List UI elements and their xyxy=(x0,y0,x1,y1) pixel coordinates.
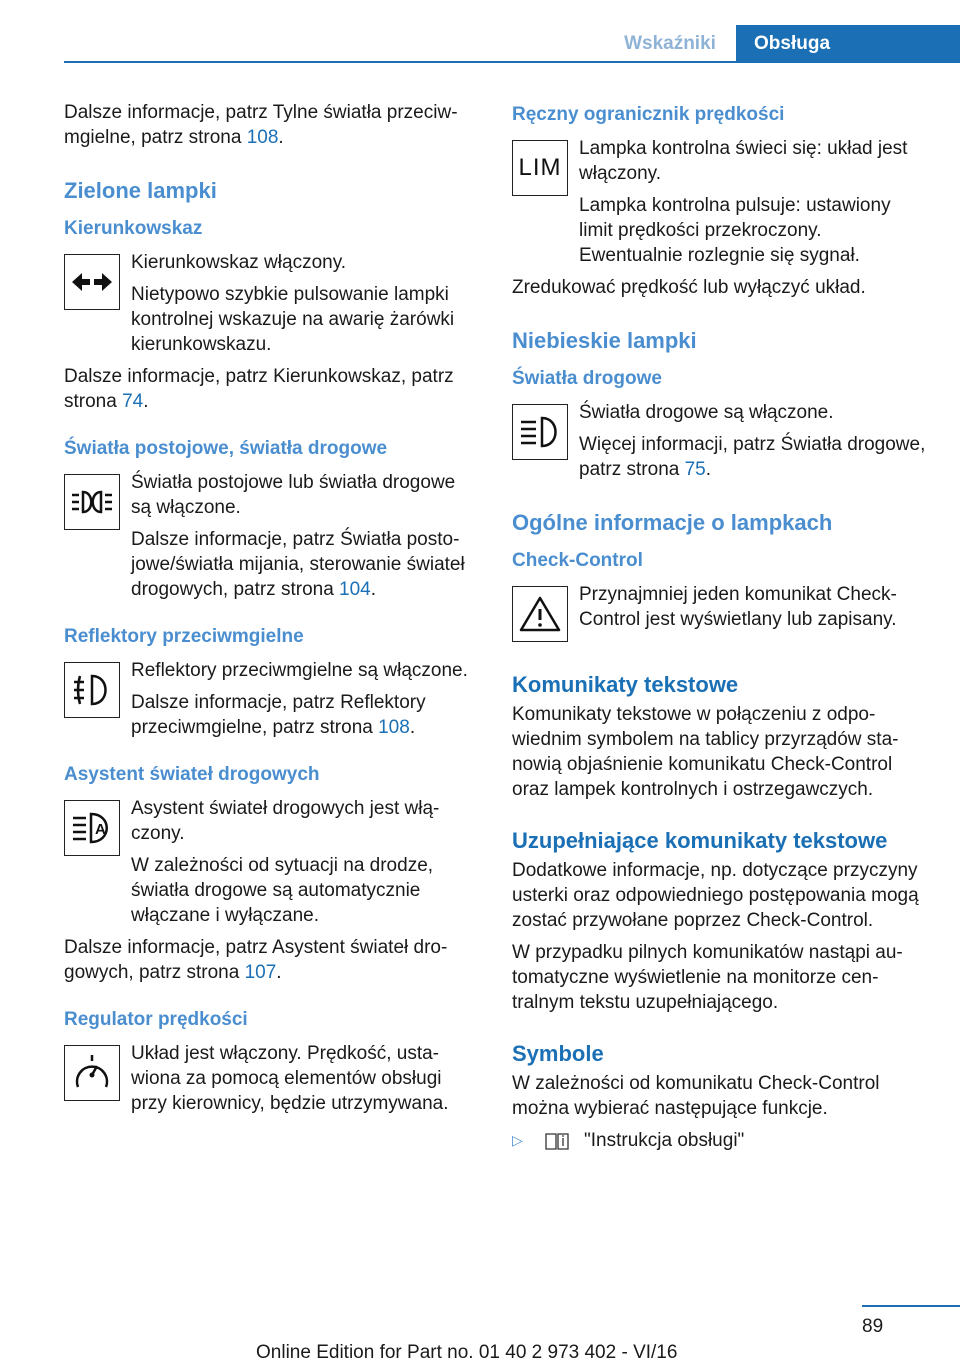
limiter-block xyxy=(512,136,926,268)
fog-block xyxy=(64,658,478,740)
intro-paragraph: Dalsze informacje, patrz Tylne światła przeciwmgielne, patrz strona 108. xyxy=(64,102,458,148)
page-link[interactable]: 107 xyxy=(244,962,277,983)
section-heading-green-lamps: Zielone lampki xyxy=(64,178,217,203)
heading-cruise-control: Regulator prędkości xyxy=(64,1009,248,1030)
manual-book-icon xyxy=(544,1131,570,1151)
high-beam-icon xyxy=(512,404,568,460)
page-link[interactable]: 104 xyxy=(339,579,371,600)
left-column xyxy=(64,100,478,1123)
text-messages-body: Komunikaty tekstowe w połączeniu z odpowiednim symbolem na tablicy przyrządów stanowią objaśnienie komunikatu Check-Control oraz lampek kontrolnych i ostrzegawczych. xyxy=(512,704,899,800)
assist-line1: Asystent świateł drogowych jest włączony. xyxy=(131,798,440,844)
turn-line2: Nietypowo szybkie pulsowanie lampki kontrolnej wskazuje na awarię żarówki kierunkowskazu. xyxy=(131,284,455,355)
manual-link-label[interactable]: "Instrukcja obsługi" xyxy=(584,1130,745,1151)
bullet-arrow-icon: ▷ xyxy=(512,1132,523,1148)
high-line1: Światła drogowe są włączone. xyxy=(579,402,834,423)
fog-light-icon xyxy=(64,662,120,718)
cruise-control-icon xyxy=(64,1045,120,1101)
high-line2: Więcej informacji, patrz Światła drogowe, patrz strona 75. xyxy=(579,434,926,480)
supp-body2: W przypadku pilnych komunikatów nastąpi automatyczne wyświetlenie na monitorze centralnym tekstu uzupełniającego. xyxy=(512,942,903,1013)
heading-speed-limiter: Ręczny ogranicznik prędkości xyxy=(512,104,785,125)
limiter-line2: Lampka kontrolna pulsuje: ustawiony limit prędkości przekroczony. Ewentualnie rozlegnie się sygnał. xyxy=(579,195,891,266)
warning-triangle-icon xyxy=(512,586,568,642)
parking-line1: Światła postojowe lub światła drogowe są włączone. xyxy=(131,472,456,518)
heading-fog-lights: Reflektory przeciwmgielne xyxy=(64,626,304,647)
parking-lights-icon xyxy=(64,474,120,530)
symbols-body: W zależności od komunikatu Check-Control można wybierać następujące funkcje. xyxy=(512,1073,880,1119)
high-beam-assistant-icon xyxy=(64,800,120,856)
heading-high-beam-assistant: Asystent świateł drogowych xyxy=(64,764,320,785)
turn-more: Dalsze informacje, patrz Kierunkowskaz, patrz strona 74. xyxy=(64,366,454,412)
cruise-block xyxy=(64,1041,478,1116)
footer-rule xyxy=(862,1305,960,1307)
turn-signal-icon xyxy=(64,254,120,310)
heading-symbols: Symbole xyxy=(512,1041,604,1066)
fog-line2: Dalsze informacje, patrz Reflektory przeciwmgielne, patrz strona 108. xyxy=(131,692,426,738)
page-link[interactable]: 75 xyxy=(684,459,706,480)
page-link[interactable]: 108 xyxy=(246,127,279,148)
limiter-line3: Zredukować prędkość lub wyłączyć układ. xyxy=(512,277,866,298)
tab-indicators[interactable]: Wskaźniki xyxy=(624,33,716,54)
assist-more: Dalsze informacje, patrz Asystent świateł drogowych, patrz strona 107. xyxy=(64,937,448,983)
heading-high-beam: Światła drogowe xyxy=(512,368,662,389)
supp-body1: Dodatkowe informacje, np. dotyczące przyczyny usterki oraz odpowiedniego postępowania mogą zostać przywołane poprzez Check-Control. xyxy=(512,860,919,931)
parking-block xyxy=(64,470,478,602)
cruise-line1: Układ jest włączony. Prędkość, ustawiona za pomocą elementów obsługi przy kierownicy, będzie utrzymywana. xyxy=(131,1043,449,1114)
assist-block xyxy=(64,796,478,928)
lim-icon: LIM xyxy=(512,140,568,196)
parking-line2: Dalsze informacje, patrz Światła postojowe/światła mijania, sterowanie świateł drogowych, patrz strona 104. xyxy=(131,529,465,600)
page-number: 89 xyxy=(862,1316,884,1337)
page-link[interactable]: 74 xyxy=(122,391,144,412)
high-beam-block xyxy=(512,400,926,482)
fog-line1: Reflektory przeciwmgielne są włączone. xyxy=(131,660,468,681)
heading-check-control: Check-Control xyxy=(512,550,643,571)
section-heading-blue-lamps: Niebieskie lampki xyxy=(512,328,697,353)
assist-line2: W zależności od sytuacji na drodze, światła drogowe są automatycznie włączane i wyłączane. xyxy=(131,855,434,926)
page-link[interactable]: 108 xyxy=(378,717,410,738)
limiter-line1: Lampka kontrolna świeci się: układ jest włączony. xyxy=(579,138,908,184)
turn-signal-block xyxy=(64,250,478,357)
edition-footer: Online Edition for Part no. 01 40 2 973 402 - VI/16 xyxy=(256,1342,678,1362)
check-block xyxy=(512,582,926,632)
list-item xyxy=(512,1128,926,1153)
heading-text-messages: Komunikaty tekstowe xyxy=(512,672,739,697)
heading-parking-lights: Światła postojowe, światła drogowe xyxy=(64,438,388,459)
turn-line1: Kierunkowskaz włączony. xyxy=(131,252,347,273)
tab-operation[interactable]: Obsługa xyxy=(736,25,960,63)
heading-turn-signal: Kierunkowskaz xyxy=(64,218,203,239)
right-column xyxy=(512,100,926,1153)
check-line1: Przynajmniej jeden komunikat Check-Control jest wyświetlany lub zapisany. xyxy=(579,584,897,630)
header-rule xyxy=(64,61,960,63)
heading-supplementary-messages: Uzupełniające komunikaty tekstowe xyxy=(512,828,888,853)
section-heading-general-info: Ogólne informacje o lampkach xyxy=(512,510,833,535)
svg-text:A: A xyxy=(95,821,106,838)
